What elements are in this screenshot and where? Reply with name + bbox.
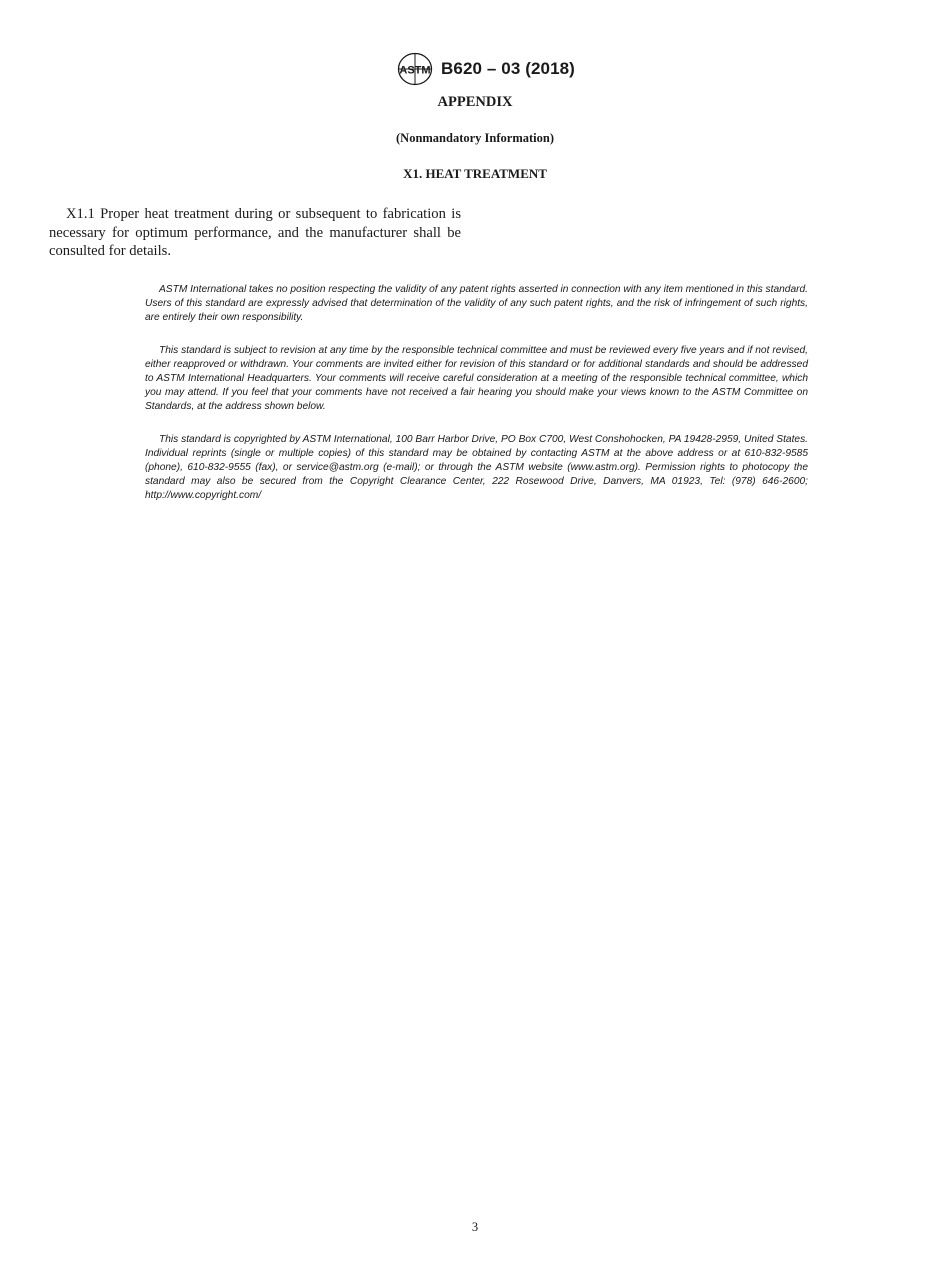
page-number: 3 [471, 1220, 479, 1234]
document-header [0, 52, 950, 86]
appendix-title: APPENDIX [437, 94, 513, 110]
astm-logo-icon [397, 52, 433, 86]
section-title: X1. HEAT TREATMENT [403, 166, 547, 181]
legal-notices [145, 283, 808, 522]
document-designation: B620 – 03 (2018) [441, 59, 575, 78]
copyright-notice: This standard is copyrighted by ASTM International, 100 Barr Harbor Drive, PO Box C700, West Conshohocken, PA 19428-2959, United States. Individual reprints (single or multiple copies) of this standard may be obtained by contacting ASTM at the above address or at 610-832-9585 (phone), 610-832-9555 (fax), or service@astm.org (e-mail); or through the ASTM website (www.astm.org). Permission rights to photocopy the standard may also be secured from the Copyright Clearance Center, 222 Rosewood Drive, Danvers, MA 01923, Tel: (978) 646-2600; http://www.copyright.com/ [145, 434, 808, 501]
logo-text: ASTM [399, 64, 431, 77]
revision-notice: This standard is subject to revision at any time by the responsible technical committee and must be reviewed every five years and if not revised, either reapproved or withdrawn. Your comments are invited either for revision of this standard or for additional standards and should be addressed to ASTM International Headquarters. Your comments will receive careful consideration at a meeting of the responsible technical committee, which you may attend. If you feel that your comments have not received a fair hearing you should make your views known to the ASTM Committee on Standards, at the address shown below. [145, 345, 808, 412]
patent-notice: ASTM International takes no position respecting the validity of any patent rights asserted in connection with any item mentioned in this standard. Users of this standard are expressly advised that determination of the validity of any such patent rights, and the risk of infringement of such rights, are entirely their own responsibility. [145, 284, 808, 323]
paragraph-x1-1: X1.1 Proper heat treatment during or subsequent to fabrication is necessary for optimum performance, and the manufacturer shall be consulted for details. [49, 206, 461, 259]
appendix-subtitle: (Nonmandatory Information) [396, 131, 554, 145]
